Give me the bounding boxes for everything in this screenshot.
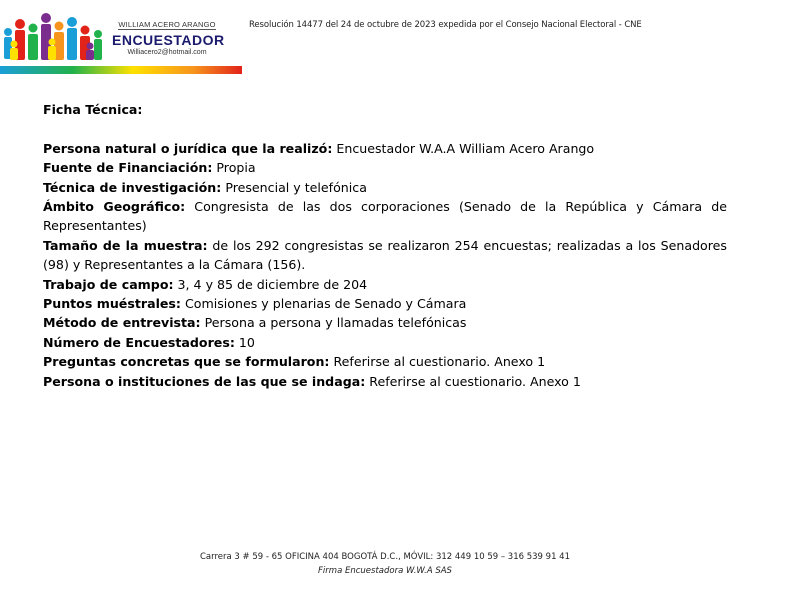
ficha-item: [43, 178, 727, 197]
logo-owner-name: WILLIAM ACERO ARANGO: [118, 20, 216, 29]
ficha-item-value: Propia: [216, 160, 256, 176]
logo-text: [112, 14, 225, 57]
company-logo: [0, 10, 242, 66]
ficha-item-label: Trabajo de campo:: [43, 276, 174, 292]
ficha-item-label: Fuente de Financiación:: [43, 160, 213, 176]
ficha-item-value: Persona a persona y llamadas telefónicas: [204, 315, 467, 331]
footer-firm: Firma Encuestadora W.W.A SAS: [318, 566, 452, 576]
page-footer: [0, 550, 792, 578]
people-crowd-icon: [0, 10, 110, 66]
ficha-item: [43, 313, 727, 332]
ficha-item: [43, 139, 727, 158]
ficha-item-label: Método de entrevista:: [43, 315, 201, 331]
ficha-item-label: Persona o instituciones de las que se indaga:: [43, 373, 366, 389]
ficha-item: [43, 236, 727, 275]
ficha-item-value: Referirse al cuestionario. Anexo 1: [333, 354, 546, 370]
ficha-item-value: Congresista de las dos corporaciones (Senado de la República y Cámara de Representantes): [43, 199, 727, 234]
ficha-title: Ficha Técnica:: [43, 102, 143, 117]
ficha-item: [43, 352, 727, 371]
ficha-item-value: de los 292 congresistas se realizaron 254 encuestas; realizadas a los Senadores (98) y Representantes a la Cámara (156).: [43, 237, 727, 273]
ficha-item-label: Puntos muéstrales:: [43, 296, 181, 312]
ficha-item-value: 10: [238, 334, 255, 350]
ficha-item-label: Preguntas concretas que se formularon:: [43, 354, 330, 370]
ficha-item-value: Comisiones y plenarias de Senado y Cámara: [184, 296, 467, 312]
logo-color-band: [0, 66, 242, 74]
ficha-item-label: Persona natural o jurídica que la realizó:: [43, 140, 333, 156]
ficha-item: [43, 197, 727, 236]
ficha-item: [43, 158, 727, 177]
ficha-item: [43, 294, 727, 313]
ficha-item-value: Presencial y telefónica: [225, 179, 367, 195]
logo-email: Williacero2@hotmail.com: [127, 49, 207, 56]
ficha-item-value: Referirse al cuestionario. Anexo 1: [369, 373, 581, 389]
ficha-tecnica: [43, 100, 727, 391]
ficha-item-label: Ámbito Geográfico:: [43, 199, 186, 215]
ficha-item-label: Técnica de investigación:: [43, 179, 222, 195]
ficha-item-value: 3, 4 y 85 de diciembre de 204: [177, 276, 368, 292]
logo-brand: ENCUESTADOR: [112, 32, 225, 48]
ficha-item-label: Número de Encuestadores:: [43, 334, 235, 350]
ficha-item: [43, 372, 727, 391]
ficha-item-label: Tamaño de la muestra:: [43, 237, 208, 253]
ficha-item: [43, 275, 727, 294]
footer-address: Carrera 3 # 59 - 65 OFICINA 404 BOGOTÁ D.C., MÓVIL: 312 449 10 59 – 316 539 91 41: [199, 552, 570, 562]
ficha-item: [43, 333, 727, 352]
resolution-note: Resolución 14477 del 24 de octubre de 2023 expedida por el Consejo Nacional Electoral - CNE: [249, 20, 642, 30]
ficha-item-value: Encuestador W.A.A William Acero Arango: [336, 140, 595, 156]
